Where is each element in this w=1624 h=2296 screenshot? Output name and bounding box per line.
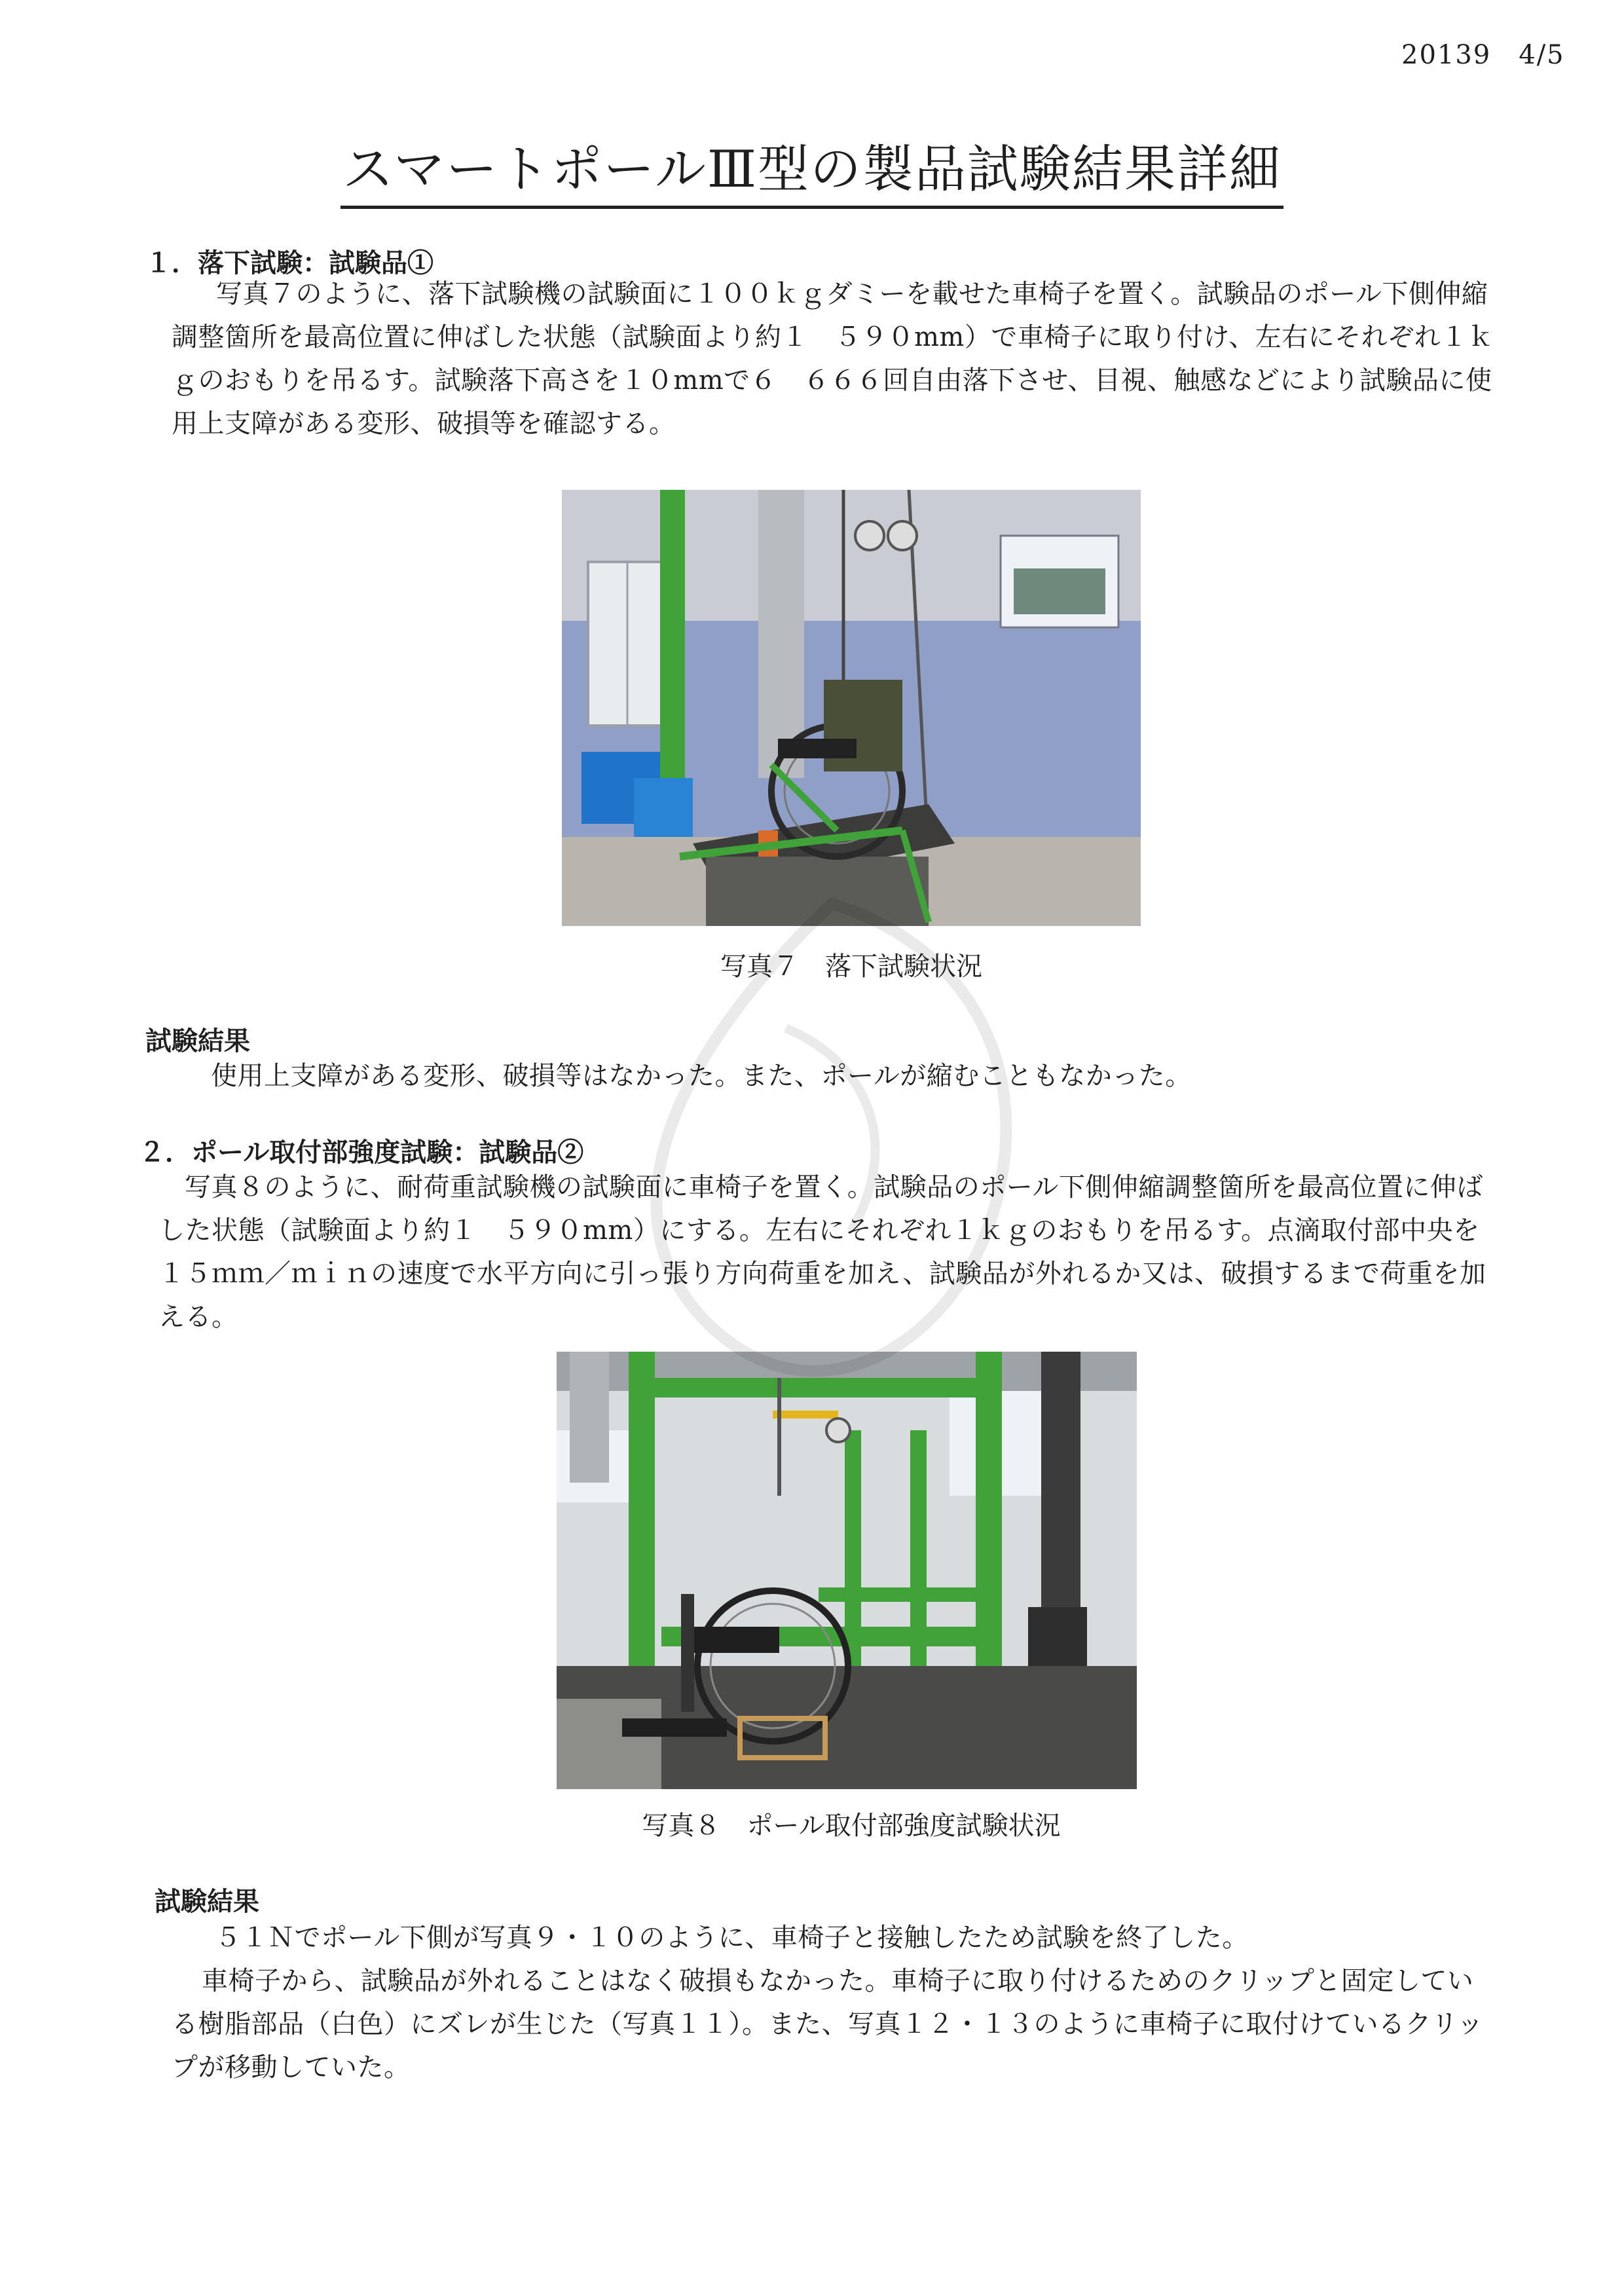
section-2-heading: ２．ポール取付部強度試験：試験品②: [139, 1137, 584, 1168]
section-2-paragraph: 写真８のように、耐荷重試験機の試験面に車椅子を置く。試験品のポール下側伸縮調整箇所を最高位置に伸ばした状態（試験面より約１ ５９０mm）にする。左右にそれぞれ１ｋｇのおもりを吊るす。点滴取付部中央を１５ｍｍ／ｍｉｎの速度で水平方向に引っ張り方向荷重を加え、試験品が外れるか又は、破損するまで荷重を加える。: [158, 1172, 1486, 1332]
section-2-result: [172, 1916, 1494, 2089]
section-1-result-heading: 試験結果: [145, 1026, 250, 1056]
page-number: 20139 4/5: [1401, 40, 1565, 70]
section-1-result-text: 使用上支障がある変形、破損等はなかった。また、ポールが縮むこともなかった。: [211, 1061, 1192, 1091]
section-1-paragraph: 写真７のように、落下試験機の試験面に１００ｋｇダミーを載せた車椅子を置く。試験品のポール下側伸縮調整箇所を最高位置に伸ばした状態（試験面より約１ ５９０mm）で車椅子に取り付け、左右にそれぞれ１ｋｇのおもりを吊るす。試験落下高さを１０mmで６ ６６６回自由落下させ、目視、触感などにより試験品に使用上支障がある変形、破損等を確認する。: [172, 279, 1494, 439]
section-2-result-line-1: ５１Ｎでポール下側が写真９・１０のように、車椅子と接触したため試験を終了した。: [215, 1923, 1249, 1953]
photo-7-caption: 写真７ 落下試験状況: [720, 952, 982, 982]
page-title: スマートポールⅢ型の製品試験結果詳細: [341, 128, 1283, 209]
section-2-result-heading: 試験結果: [155, 1886, 259, 1917]
photo-7: [562, 490, 1141, 926]
section-1-body: [172, 272, 1494, 445]
stamp-watermark: [537, 864, 1126, 1454]
photo-8-caption: 写真８ ポール取付部強度試験状況: [642, 1811, 1061, 1841]
section-2-result-line-2: 車椅子から、試験品が外れることはなく破損もなかった。車椅子に取り付けるためのクリップと固定している樹脂部品（白色）にズレが生じた（写真１１）。また、写真１２・１３のように車椅子に取付けているクリップが移動していた。: [172, 1966, 1484, 2083]
section-1-heading: １．落下試験：試験品①: [145, 248, 434, 278]
